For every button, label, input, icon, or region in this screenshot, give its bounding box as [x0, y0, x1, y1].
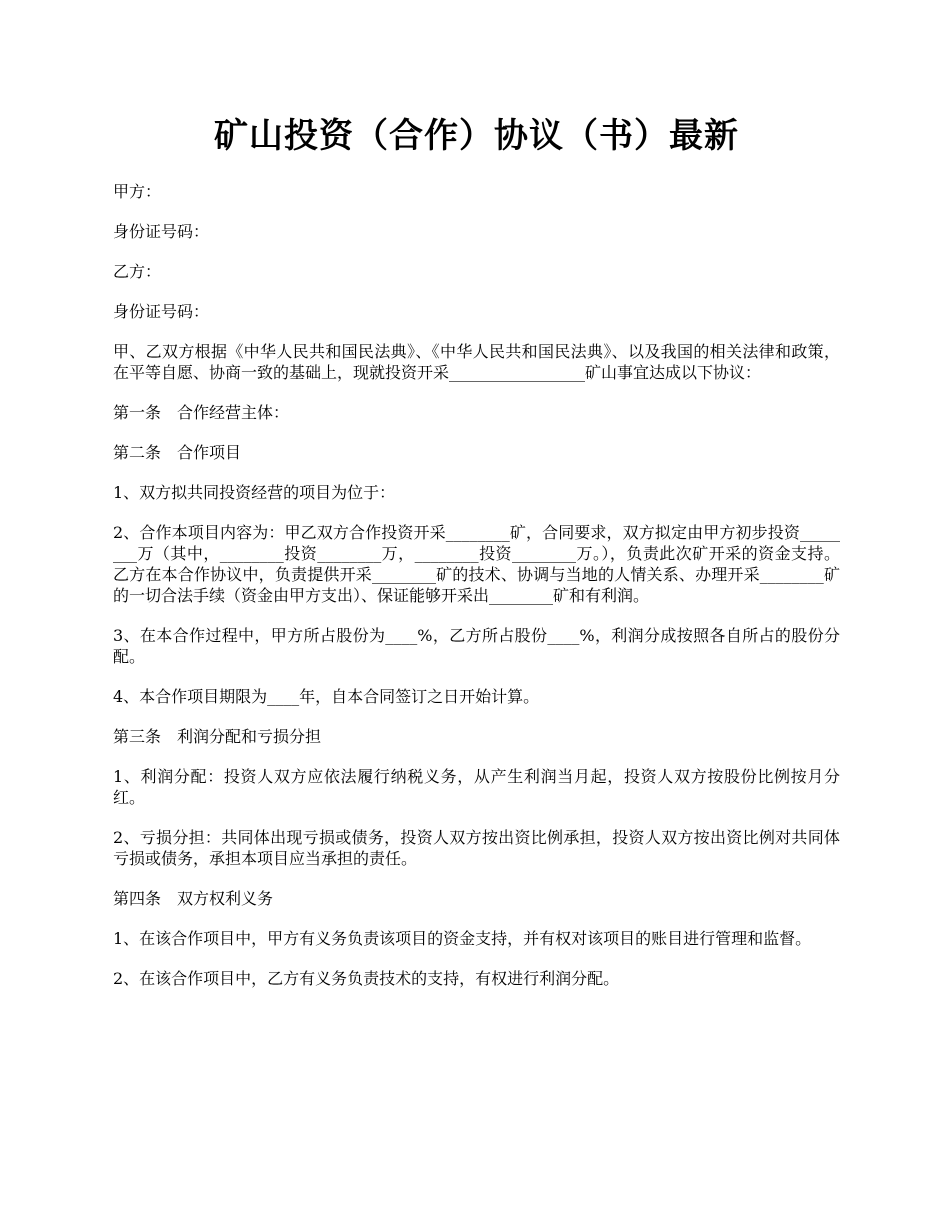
party-b-label: 乙方：: [113, 262, 162, 281]
article-4-clause-2: 2、在该合作项目中，乙方有义务负责技术的支持，有权进行利润分配。: [113, 969, 620, 988]
article-3-clause-1: 1、利润分配：投资人双方应依法履行纳税义务，从产生利润当月起，投资人双方按股份比例按月分红。: [113, 767, 840, 807]
party-a-label: 甲方：: [113, 182, 162, 201]
article-2-clause-2: 2、合作本项目内容为：甲乙双方合作投资开采________矿，合同要求，双方拟定由甲方初步投资________万（其中，________投资________万，________投资________万。），负责此次矿开采的资金支持。乙方在本合作协议中，负责提供开采________矿的技术、协调与当地的人情关系、办理开采________矿的一切合法手续（资金由甲方支出）、保证能够开采出________矿和有利润。: [113, 523, 840, 605]
article-2-clause-1: 1、双方拟共同投资经营的项目为位于：: [113, 483, 396, 502]
preamble-paragraph: 甲、乙双方根据《中华人民共和国民法典》、《中华人民共和国民法典》、以及我国的相关法律和政策，在平等自愿、协商一致的基础上，现就投资开采_________________矿山事宜达成以下协议：: [113, 342, 840, 382]
article-4-heading: 第四条 双方权利义务: [113, 889, 274, 908]
document-page: [113, 112, 840, 1008]
article-1-heading: 第一条 合作经营主体：: [113, 403, 290, 422]
article-4-clause-1: 1、在该合作项目中，甲方有义务负责该项目的资金支持，并有权对该项目的账目进行管理和监督。: [113, 929, 812, 948]
article-2-clause-3: 3、在本合作过程中，甲方所占股份为____%，乙方所占股份____%，利润分成按照各自所占的股份分配。: [113, 626, 840, 666]
party-a-id-label: 身份证号码：: [113, 222, 210, 241]
document-title: 矿山投资（合作）协议（书）最新: [214, 116, 739, 156]
article-2-heading: 第二条 合作项目: [113, 443, 242, 462]
article-2-clause-4: 4、本合作项目期限为____年，自本合同签订之日开始计算。: [113, 687, 540, 706]
article-3-clause-2: 2、亏损分担：共同体出现亏损或债务，投资人双方按出资比例承担，投资人双方按出资比例对共同体亏损或债务，承担本项目应当承担的责任。: [113, 828, 840, 868]
party-b-id-label: 身份证号码：: [113, 302, 210, 321]
article-3-heading: 第三条 利润分配和亏损分担: [113, 727, 322, 746]
